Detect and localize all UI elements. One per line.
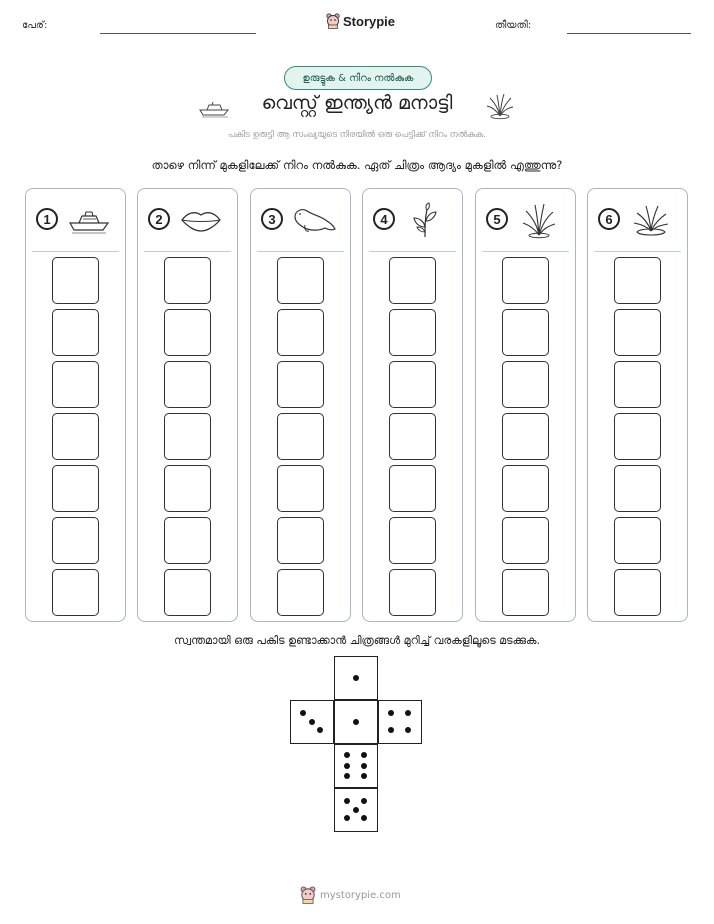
- die-pip: [361, 815, 367, 821]
- die-face-6: [334, 744, 378, 788]
- footer: [300, 886, 420, 904]
- die-face-1: [334, 656, 378, 700]
- die-pip: [344, 752, 350, 758]
- die-pip: [344, 773, 350, 779]
- die-pip: [309, 719, 315, 725]
- date-label: തീയതി:: [495, 20, 532, 31]
- column-number: 6: [598, 208, 620, 230]
- die-pip: [353, 719, 359, 725]
- die-pip: [344, 763, 350, 769]
- instruction-text: താഴെ നിന്ന് മുകളിലേക്ക് നിറം നൽകുക. ഏത് ചിത്രം ആദ്യം മുകളിൽ എത്തുന്നു?: [151, 158, 563, 172]
- die-pip: [388, 710, 394, 716]
- column-number: 2: [148, 208, 170, 230]
- die-pip: [300, 710, 306, 716]
- footer-bear-icon: [300, 886, 316, 904]
- name-label: പേര്:: [22, 20, 48, 31]
- die-pip: [344, 798, 350, 804]
- die-face-3: [290, 700, 334, 744]
- footer-site[interactable]: mystorypie.com: [320, 889, 401, 901]
- brand-name: Storypie: [343, 13, 396, 29]
- die-pip: [317, 727, 323, 733]
- die-face-4: [378, 700, 422, 744]
- die-pip: [361, 773, 367, 779]
- die-pip: [353, 675, 359, 681]
- die-pip: [405, 727, 411, 733]
- die-pip: [361, 752, 367, 758]
- column-number: 5: [486, 208, 508, 230]
- die-face-1: [334, 700, 378, 744]
- die-pip: [353, 807, 359, 813]
- column-number: 1: [36, 208, 58, 230]
- die-pip: [361, 798, 367, 804]
- worksheet-title: വെസ്റ്റ് ഇന്ത്യൻ മനാട്ടി: [261, 92, 453, 114]
- die-pip: [405, 710, 411, 716]
- die-pip: [361, 763, 367, 769]
- fold-instruction: സ്വന്തമായി ഒരു പകിട ഉണ്ടാക്കാൻ ചിത്രങ്ങൾ മുറിച്ച് വരകളിലൂടെ മടക്കുക.: [174, 634, 540, 647]
- column-number: 3: [261, 208, 283, 230]
- activity-tag: ഉരുട്ടുക & നിറം നൽകുക: [284, 66, 432, 90]
- die-pip: [344, 815, 350, 821]
- die-pip: [388, 727, 394, 733]
- worksheet-subtitle: പകിട ഉരുട്ടി ആ സംഖ്യയുടെ നിരയിൽ ഒരു പെട്ടിക്ക് നിറം നൽകുക.: [228, 130, 486, 140]
- column-number: 4: [373, 208, 395, 230]
- die-face-5: [334, 788, 378, 832]
